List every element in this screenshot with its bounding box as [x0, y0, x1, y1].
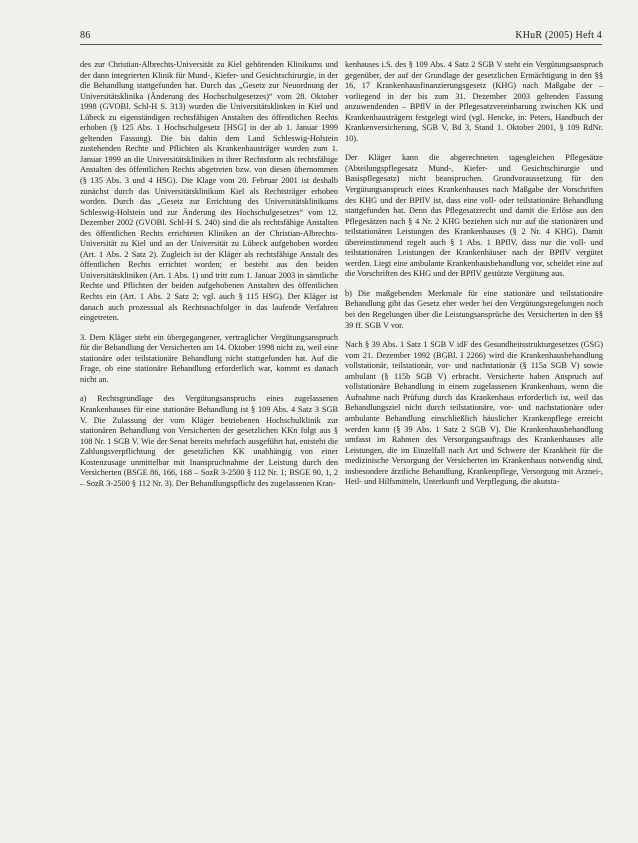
- journal-reference: KHuR (2005) Heft 4: [515, 30, 602, 41]
- left-column: [80, 60, 338, 489]
- page-number: 86: [80, 30, 91, 41]
- header-rule: [80, 44, 602, 45]
- paragraph: Nach § 39 Abs. 1 Satz 1 SGB V idF des Gesundheitsstrukturgesetzes (GSG) vom 21. Dezember 1992 (BGBl. I 2266) wird die Krankenhausbehandlung vollstationär, teilstationär, vor- und nachstationär (§ 115a SGB V) sowie ambulant (§ 115b SGB V) erbracht. Versicherte haben Anspruch auf vollstationäre Behandlung in einem zugelassenen Krankenhaus, wenn die Aufnahme nach Prüfung durch das Krankenhaus erforderlich ist, weil das Behandlungsziel nicht durch teilstationäre, vor- und nachstationäre oder ambulante Behandlung einschließlich häuslicher Krankenpflege erreicht werden kann (§ 39 Abs. 1 Satz 2 SGB V). Die Krankenhausbehandlung umfasst im Rahmen des Versorgungsauftrags des Krankenhauses alle Leistungen, die im Einzelfall nach Art und Schwere der Krankheit für die medizinische Versorgung der Versicherten im Krankenhaus notwendig sind, insbesondere ärztliche Behandlung, Krankenpflege, Versorgung mit Arznei-, Heil- und Hilfsmitteln, Unterkunft und Verpflegung, die akutsta-: [345, 340, 603, 487]
- paragraph: 3. Dem Kläger steht ein übergegangener, vertraglicher Vergütungsanspruch für die Behandlung der Versicherten am 14. Oktober 1998 nicht zu, weil eine stationäre oder teilstationäre Behandlung nicht stattgefunden hat. Auf die Frage, ob eine stationäre Behandlung erforderlich war, kommt es danach nicht an.: [80, 332, 338, 384]
- paragraph: Der Kläger kann die abgerechneten tagesgleichen Pflegesätze (Abteilungspflegesatz Mund-, Kiefer- und Gesichtschirurgie und Basispflegesatz) nicht beanspruchen. Grundvoraussetzung für den Vergütungsanspruch eines Krankenhauses nach Maßgabe der Vorschriften des KHG und der BPflV ist, dass eine voll- oder teilstationäre Behandlung stattgefunden hat. Denn das Pflegesatzrecht und damit die Erlöse aus den Pflegesätzen nach § 4 Nr. 2 KHG beziehen sich nur auf die stationären und teilstationären Leistungen des Krankenhauses (§ 2 Nr. 4 KHG). Damit übereinstimmend regelt auch § 1 Abs. 1 BPflV, dass nur die voll- und teilstationären Leistungen der Krankenhäuser nach der BPflV vergütet werden. Liegt eine ambulante Krankenhausbehandlung vor, scheidet eine auf die Vorschriften des KHG und der BPflV gestützte Vergütung aus.: [345, 153, 603, 279]
- right-column: [345, 60, 603, 488]
- paragraph: b) Die maßgebenden Merkmale für eine stationäre und teilstationäre Behandlung gibt das Gesetz eher weder bei den Vergütungsregelungen noch bei den Regelungen über die Leistungsansprüche des Versicherten in den §§ 39 ff. SGB V vor.: [345, 288, 603, 330]
- page-header: [80, 30, 602, 41]
- paragraph: a) Rechtsgrundlage des Vergütungsanspruchs eines zugelassenen Krankenhauses für eine stationäre Behandlung ist § 109 Abs. 4 Satz 3 SGB V. Die Zulassung der vom Kläger betriebenen Hochschulklinik zur stationären Behandlung von Versicherten der gesetzlichen KKn folgt aus § 108 Nr. 1 SGB V. Wie der Senat bereits mehrfach ausgeführt hat, entsteht die Zahlungsverpflichtung der gesetzlichen KK unabhängig von einer Kostenzusage unmittelbar mit Inanspruchnahme der Leistung durch den Versicherten (BSGE 86, 166, 168 – SozR 3-2500 § 112 Nr. 1; BSGE 90, 1, 2 – SozR 3-2500 § 112 Nr. 3). Der Behandlungspflicht des zugelassenen Kran-: [80, 394, 338, 488]
- paragraph: kenhauses i.S. des § 109 Abs. 4 Satz 2 SGB V steht ein Vergütungsanspruch gegenüber, der auf der Grundlage der gesetzlichen Ermächtigung in den §§ 16, 17 Krankenhausfinanzierungsgesetz (KHG) nach Maßgabe der – vorliegend in der bis zum 31. Dezember 2003 geltenden Fassung anzuwendenden – BPflV in der Pflegesatzvereinbarung zwischen KK und Krankenhausträgern festgelegt wird (vgl. Hencke, in: Peters, Handbuch der Krankenversicherung, SGB V, Bd 3, Stand 1. Oktober 2001, § 109 RdNr. 10).: [345, 60, 603, 143]
- paragraph: des zur Christian-Albrechts-Universität zu Kiel gehörenden Klinikums und der dann integrierten Klinik für Mund-, Kiefer- und Gesichtschirurgie, in der die Behandlung stattgefunden hat. Durch das „Gesetz zur Neuordnung der Universitätsklinika (Änderung des Hochschulgesetzes)“ vom 28. Oktober 1998 (GVOBl. Schl-H S. 313) wurden die Universitätsklinken in Kiel und Lübeck zu eigenständigen rechtsfähigen Anstalten des öffentlichen Rechts erhoben (§ 125 Abs. 1 Hochschulgesetz [HSG] in der ab 1. Januar 1999 geltenden Fassung). Die bis dahin dem Land Schleswig-Holstein zustehenden Rechte und Pflichten als Krankenhausträger wurden zum 1. Januar 1999 an die Universitätskliniken in ihrer Rechtsform als rechtsfähige Anstalten des öffentlichen Rechts abgetreten bzw. von diesen übernommen (§ 135 Abs. 3 und 4 HSG). Die Klage vom 20. Februar 2001 ist deshalb zunächst durch das Universitätsklinikum Kiel als Rechtsträger erhoben worden. Durch das „Gesetz zur Errichtung des Universitätsklinikums Schleswig-Holstein und zur Änderung des Hochschulgesetzes“ vom 12. Dezember 2002 (GVOBl. Schl-H S. 240) sind die als rechtsfähige Anstalten des öffentlichen Rechts errichteten Kliniken an der Christian-Albrechts-Universität zu Kiel und an der Universität zu Lübeck aufgehoben worden (Art. 1 Abs. 2 Satz 2). Zugleich ist der Kläger als rechtsfähige Anstalt des öffentlichen Rechts errichtet worden; er besteht aus den beiden Universitätskliniken (Art. 1 Abs. 1) und tritt zum 1. Januar 2003 in sämtliche Rechte und Pflichten der beiden aufgehobenen Anstalten des öffentlichen Rechts ein (Art. 1 Abs. 2 Satz 2; vgl. auch § 115 HSG). Der Kläger ist danach auch prozessual als Rechtsnachfolger in das laufende Verfahren eingetreten.: [80, 60, 338, 323]
